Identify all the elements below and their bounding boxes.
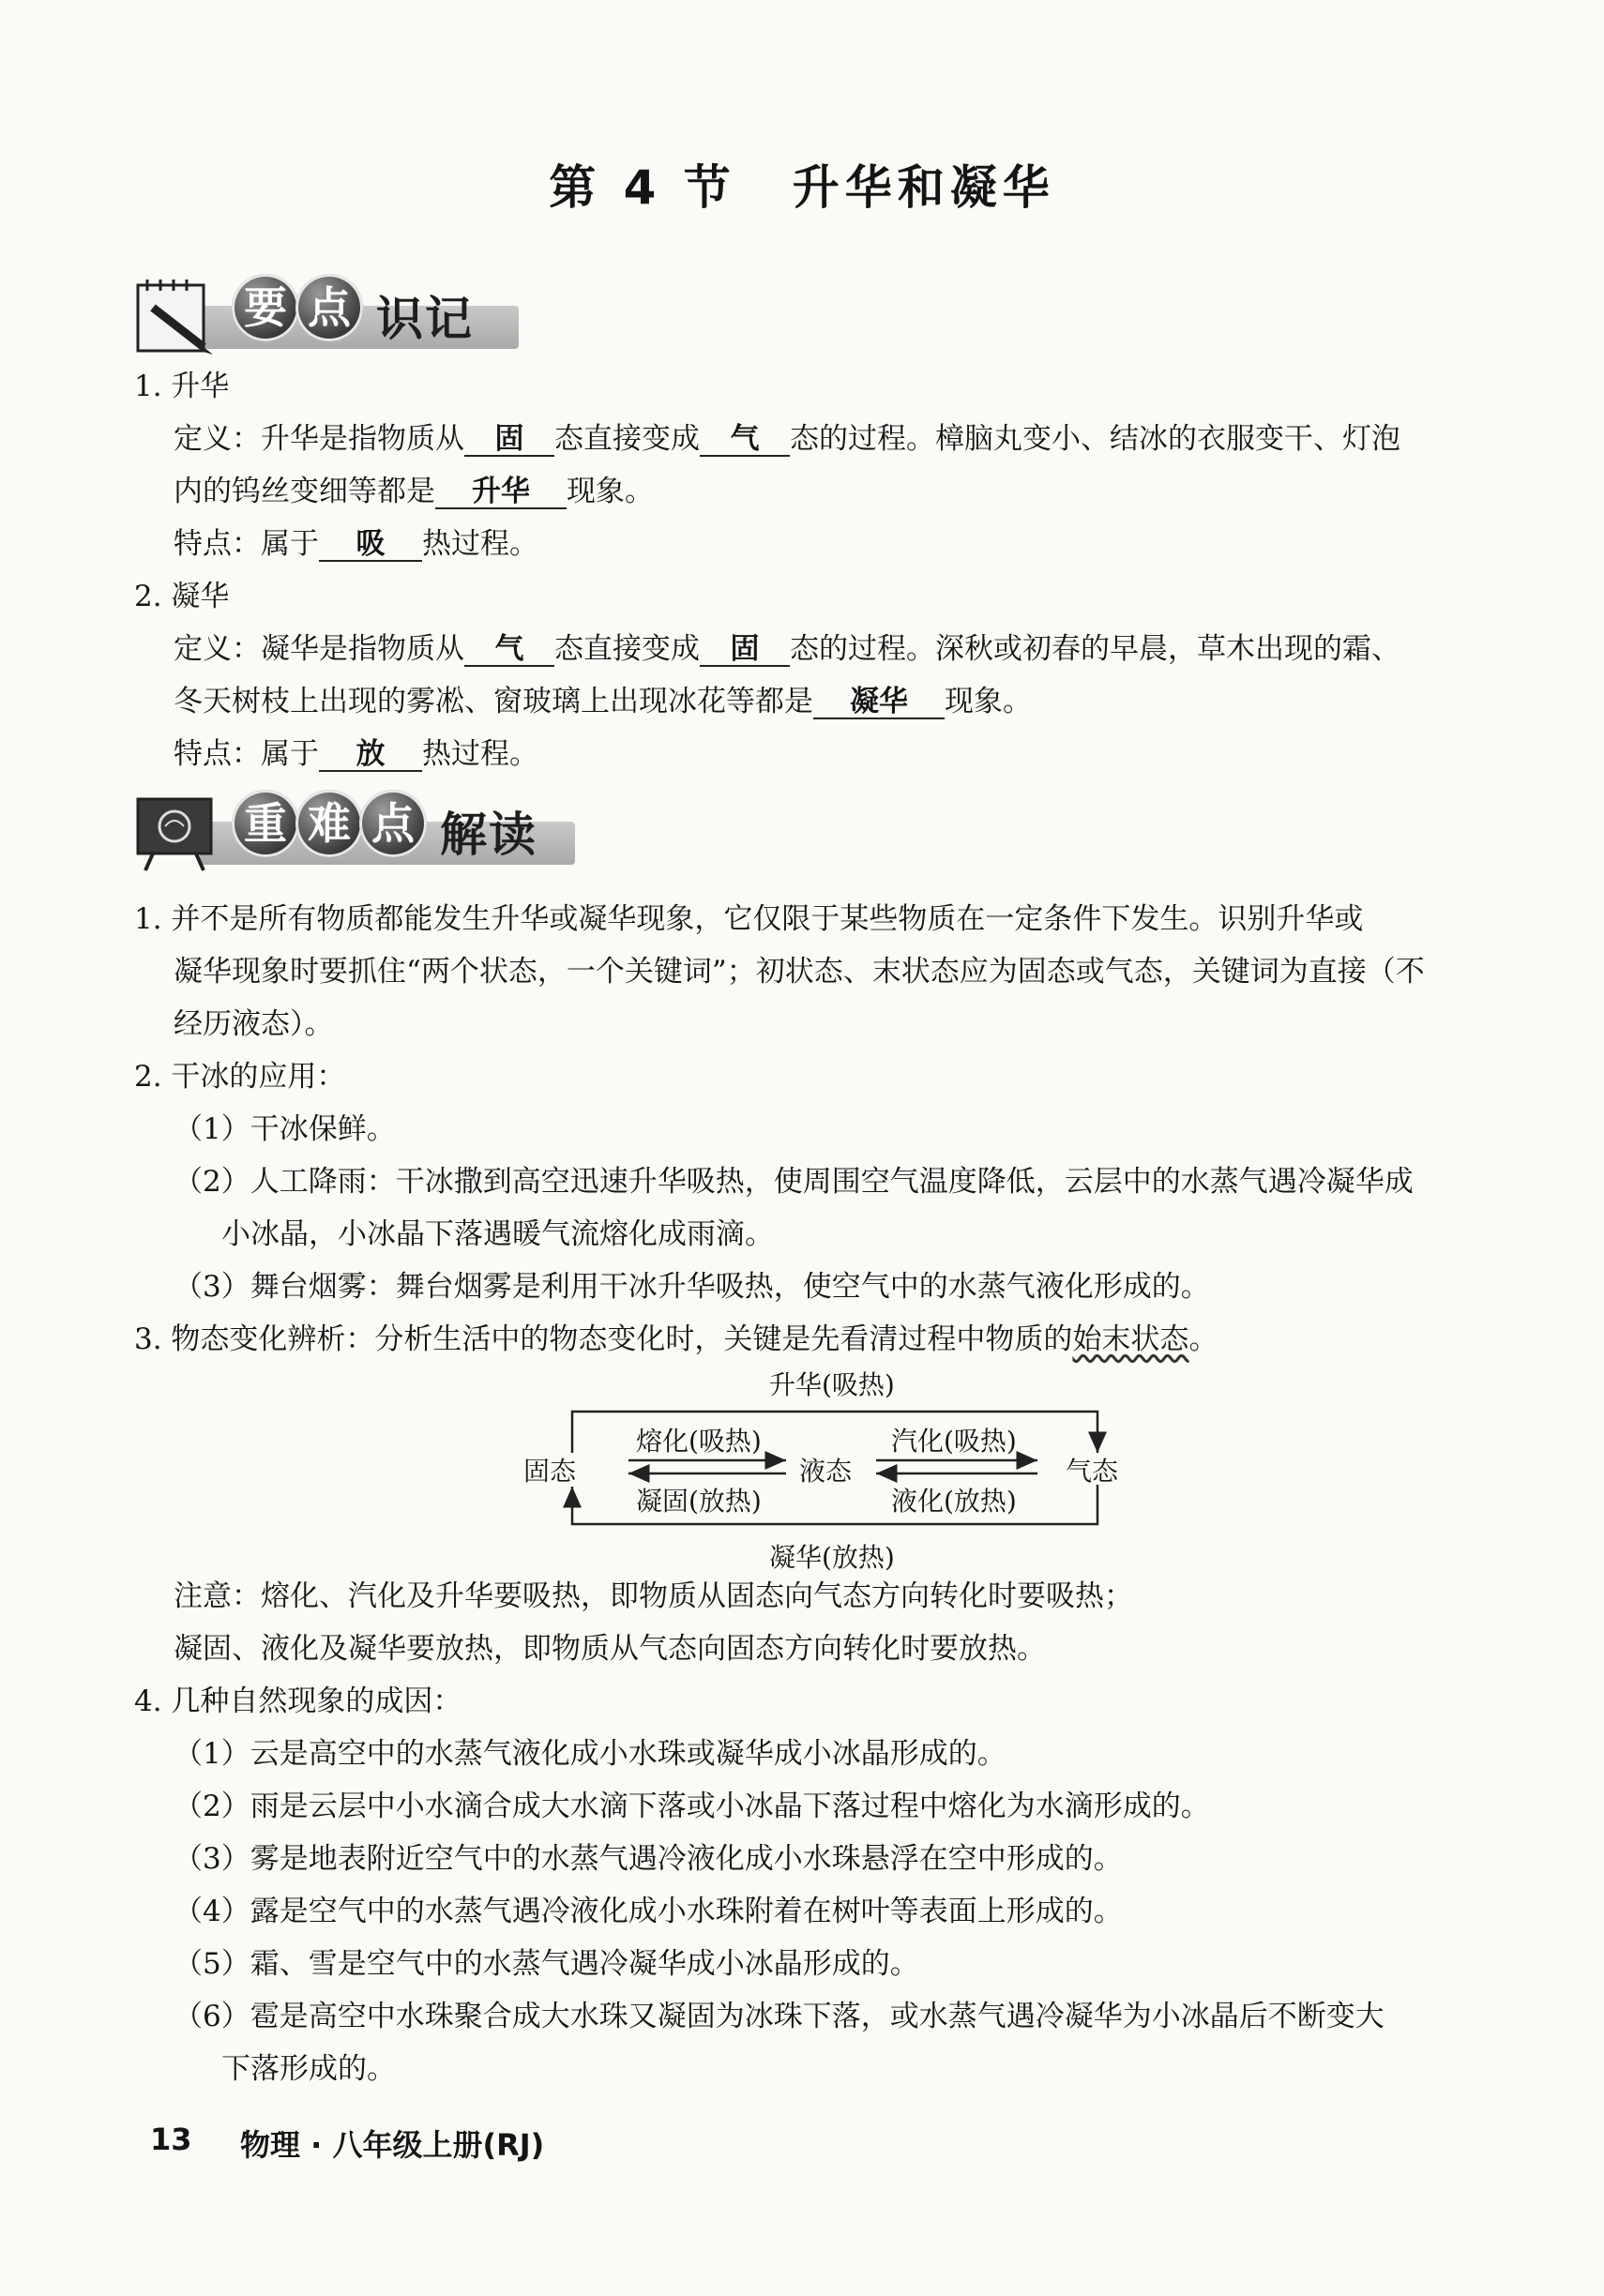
text: 内的钨丝变细等都是 bbox=[174, 475, 435, 508]
list-item: （4）露是空气中的水蒸气遇冷液化成小水珠附着在树叶等表面上形成的。 bbox=[174, 1895, 1123, 1928]
book-title: 物理 · 八年级上册(RJ) bbox=[240, 2127, 545, 2163]
analysis-p1-line1: 1. 并不是所有物质都能发生升华或凝华现象，它仅限于某些物质在一定条件下发生。识别升华或 bbox=[134, 902, 1364, 936]
text: 特点：属于 bbox=[174, 527, 319, 561]
list-item: （1）干冰保鲜。 bbox=[174, 1112, 396, 1146]
text: 。 bbox=[1188, 1322, 1218, 1356]
banner-circle: 点 bbox=[359, 790, 427, 857]
list-item: （3）舞台烟雾：舞台烟雾是利用干冰升华吸热，使空气中的水蒸气液化形成的。 bbox=[174, 1270, 1210, 1304]
banner-circle: 点 bbox=[295, 274, 363, 341]
text: 热过程。 bbox=[422, 527, 538, 561]
answer-blank: 升华 bbox=[435, 476, 567, 509]
text: 态直接变成 bbox=[554, 422, 700, 456]
text: 态的过程。深秋或初春的早晨，草木出现的霜、 bbox=[790, 632, 1400, 666]
section-number: 第 4 节 bbox=[549, 160, 736, 215]
banner-circle: 难 bbox=[295, 790, 363, 857]
answer-blank: 气 bbox=[700, 423, 790, 457]
dep-definition-line2 bbox=[174, 683, 1032, 720]
analysis-p1-line2: 凝华现象时要抓住“两个状态，一个关键词”；初状态、末状态应为固态或气态，关键词为直接（不 bbox=[174, 955, 1425, 989]
list-item: （6）雹是高空中水珠聚合成大水珠又凝固为冰珠下落，或水蒸气遇冷凝华为小冰晶后不断变大 bbox=[174, 2000, 1385, 2033]
dep-definition-line1 bbox=[174, 630, 1400, 668]
liquid-label: 液态 bbox=[799, 1456, 853, 1487]
answer-blank: 吸 bbox=[319, 528, 422, 562]
text: 冬天树枝上出现的雾凇、窗玻璃上出现冰花等都是 bbox=[174, 685, 813, 718]
text: 定义：凝华是指物质从 bbox=[174, 632, 464, 666]
vaporization-label: 汽化(吸热) bbox=[891, 1426, 1017, 1457]
analysis-p4-heading: 4. 几种自然现象的成因： bbox=[134, 1684, 462, 1718]
sub-definition-line1 bbox=[174, 420, 1400, 458]
analysis-p1-line3: 经历液态）。 bbox=[174, 1007, 334, 1041]
notepad-pencil-icon bbox=[134, 276, 220, 356]
note-line1: 注意：熔化、汽化及升华要吸热，即物质从固态向气态方向转化时要吸热； bbox=[174, 1579, 1133, 1613]
dep-feature bbox=[174, 735, 538, 773]
page-title bbox=[0, 150, 1604, 218]
banner-circle: 要 bbox=[232, 274, 299, 341]
list-item: （3）雾是地表附近空气中的水蒸气遇冷液化成小水珠悬浮在空中形成的。 bbox=[174, 1842, 1123, 1876]
text: 态的过程。樟脑丸变小、结冰的衣服变干、灯泡 bbox=[790, 422, 1400, 456]
text: 现象。 bbox=[567, 475, 654, 508]
banner-circle: 重 bbox=[232, 790, 299, 857]
list-item: （2）人工降雨：干冰撒到高空迅速升华吸热，使周围空气温度降低，云层中的水蒸气遇冷凝华成 bbox=[174, 1165, 1414, 1199]
text: 定义：升华是指物质从 bbox=[174, 422, 464, 456]
banner-label: 识记 bbox=[376, 292, 474, 346]
state-change-diagram bbox=[525, 1365, 1126, 1571]
sublimation-label: 升华(吸热) bbox=[769, 1369, 895, 1400]
freezing-label: 凝固(放热) bbox=[636, 1486, 762, 1517]
banner-circles bbox=[232, 790, 423, 857]
liquefaction-label: 液化(放热) bbox=[891, 1486, 1017, 1517]
list-item: （5）霜、雪是空气中的水蒸气遇冷凝华成小冰晶形成的。 bbox=[174, 1947, 919, 1981]
analysis-p2-heading: 2. 干冰的应用： bbox=[134, 1060, 346, 1094]
list-item-continued: 下落形成的。 bbox=[221, 2052, 396, 2086]
list-item: （2）雨是云层中小水滴合成大水滴下落或小冰晶下落过程中熔化为水滴形成的。 bbox=[174, 1790, 1210, 1823]
answer-blank: 固 bbox=[464, 423, 554, 457]
banner-difficult-points bbox=[134, 786, 584, 880]
dep-heading: 2. 凝华 bbox=[134, 580, 230, 613]
answer-blank: 气 bbox=[464, 633, 554, 667]
sub-feature bbox=[174, 525, 538, 563]
text: 态直接变成 bbox=[554, 632, 700, 666]
answer-blank: 放 bbox=[319, 738, 422, 772]
sub-heading: 1. 升华 bbox=[134, 370, 230, 403]
text: 现象。 bbox=[945, 685, 1032, 718]
answer-blank: 固 bbox=[700, 633, 790, 667]
page-number: 13 bbox=[150, 2122, 192, 2157]
banner-label: 解读 bbox=[440, 808, 537, 862]
blackboard-icon bbox=[134, 792, 220, 872]
answer-blank: 凝华 bbox=[813, 686, 945, 719]
sub-definition-line2 bbox=[174, 473, 654, 510]
analysis-p3 bbox=[134, 1321, 1218, 1358]
note-line2: 凝固、液化及凝华要放热，即物质从气态向固态方向转化时要放热。 bbox=[174, 1632, 1046, 1666]
gas-label: 气态 bbox=[1066, 1456, 1119, 1487]
list-item: （1）云是高空中的水蒸气液化成小水珠或凝华成小冰晶形成的。 bbox=[174, 1737, 1006, 1771]
text: 3. 物态变化辨析：分析生活中的物态变化时，关键是先看清过程中物质的 bbox=[134, 1322, 1073, 1356]
emphasis-text: 始末状态 bbox=[1072, 1322, 1189, 1356]
deposition-label: 凝华(放热) bbox=[769, 1542, 895, 1573]
text: 特点：属于 bbox=[174, 737, 319, 771]
solid-label: 固态 bbox=[523, 1456, 577, 1487]
melting-label: 熔化(吸热) bbox=[636, 1426, 762, 1457]
section-name: 升华和凝华 bbox=[792, 160, 1055, 215]
banner-circles bbox=[232, 274, 359, 341]
text: 热过程。 bbox=[422, 737, 538, 771]
banner-key-points bbox=[134, 270, 528, 364]
list-item-continued: 小冰晶，小冰晶下落遇暖气流熔化成雨滴。 bbox=[221, 1217, 774, 1251]
